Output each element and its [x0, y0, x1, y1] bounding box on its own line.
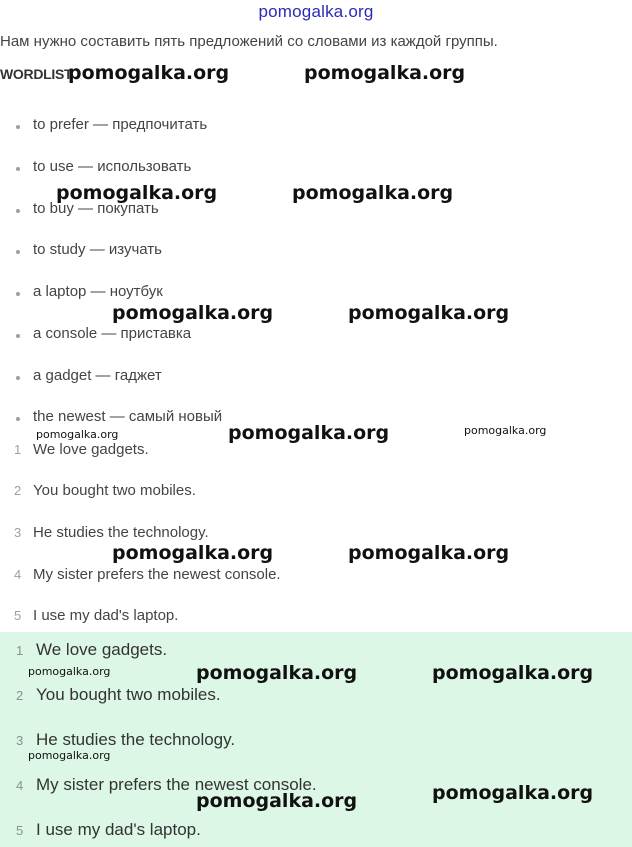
bullet-icon [16, 417, 20, 421]
site-title[interactable]: pomogalka.org [258, 2, 374, 21]
watermark: pomogalka.org [196, 790, 358, 812]
answer-number: 2 [16, 688, 24, 703]
bullet-icon [16, 376, 20, 380]
bullet-icon [16, 125, 20, 129]
watermark: pomogalka.org [112, 542, 274, 564]
watermark: pomogalka.org [432, 662, 594, 684]
watermark: pomogalka.org [196, 662, 358, 684]
wordlist-item-text: to buy — покупать [33, 200, 159, 217]
answer-text: We love gadgets. [36, 640, 168, 659]
watermark: pomogalka.org [292, 182, 454, 204]
sentence-number: 4 [14, 567, 22, 582]
sentence-text: You bought two mobiles. [33, 482, 196, 499]
wordlist-item-text: to study — изучать [33, 241, 162, 258]
bullet-icon [16, 334, 20, 338]
sentence-text: I use my dad's laptop. [33, 607, 179, 624]
bullet-icon [16, 250, 20, 254]
watermark: pomogalka.org [432, 782, 594, 804]
wordlist-item-text: to prefer — предпочитать [33, 116, 208, 133]
sentence-text: We love gadgets. [33, 441, 149, 458]
watermark: pomogalka.org [28, 665, 111, 678]
answer-text: My sister prefers the newest console. [36, 775, 317, 794]
wordlist-item-text: to use — использовать [33, 158, 192, 175]
watermark: pomogalka.org [348, 542, 510, 564]
answer-number: 3 [16, 733, 24, 748]
bullet-icon [16, 209, 20, 213]
watermark: pomogalka.org [112, 302, 274, 324]
answer-number: 4 [16, 778, 24, 793]
watermark: pomogalka.org [56, 182, 218, 204]
wordlist-item-text: a console — приставка [33, 325, 192, 342]
watermark: pomogalka.org [28, 749, 111, 762]
watermark: pomogalka.org [228, 422, 390, 444]
bullet-icon [16, 167, 20, 171]
watermark: pomogalka.org [348, 302, 510, 324]
sentence-text: My sister prefers the newest console. [33, 566, 281, 583]
answer-text: I use my dad's laptop. [36, 820, 201, 839]
sentence-number: 1 [14, 442, 22, 457]
wordlist-item-text: the newest — самый новый [33, 408, 223, 425]
watermark: pomogalka.org [36, 428, 119, 441]
watermark: pomogalka.org [304, 62, 466, 84]
answer-number: 1 [16, 643, 24, 658]
sentence-number: 2 [14, 483, 22, 498]
task-instruction: Нам нужно составить пять предложений со словами из каждой группы. [0, 33, 498, 50]
answer-text: You bought two mobiles. [36, 685, 221, 704]
wordlist-heading: WORDLIST [0, 66, 73, 82]
sentence-number: 3 [14, 525, 22, 540]
sentence-number: 5 [14, 608, 22, 623]
watermark: pomogalka.org [68, 62, 230, 84]
answer-text: He studies the technology. [36, 730, 236, 749]
bullet-icon [16, 292, 20, 296]
wordlist-item-text: a gadget — гаджет [33, 367, 162, 384]
answer-number: 5 [16, 823, 24, 838]
wordlist-item-text: a laptop — ноутбук [33, 283, 163, 300]
sentence-text: He studies the technology. [33, 524, 209, 541]
watermark: pomogalka.org [464, 424, 547, 437]
